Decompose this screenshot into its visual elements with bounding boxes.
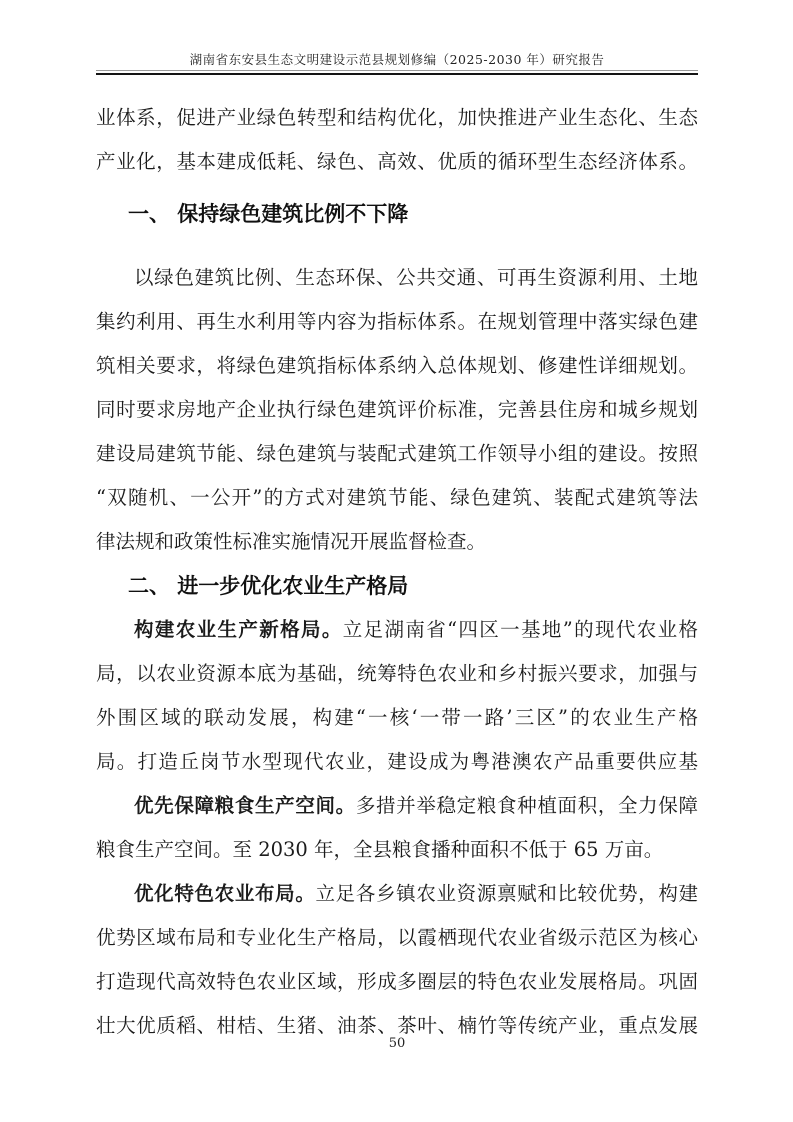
text-line [96,784,698,828]
line-text: 外围区域的联动发展，构建“一核‘一带一路’三区”的农业生产格 [96,706,698,729]
line-text: 筑相关要求，将绿色建筑指标体系纳入总体规划、修建性详细规划。 [96,354,698,377]
paragraph [96,256,698,564]
text-line [96,520,698,564]
bold-lead-text: 优先保障粮食生产空间。 [134,794,356,817]
section-heading: 二、 进一步优化农业生产格局 [128,574,409,598]
header-rule-thin [96,70,698,71]
line-text: 产业化，基本建成低耗、绿色、高效、优质的循环型生态经济体系。 [96,150,698,173]
text-line [96,872,698,916]
line-text: 立足湖南省“四区一基地”的现代农业格 [342,618,698,641]
line-text: 多措并举稳定粮食种植面积，全力保障 [355,794,698,817]
line-text: 同时要求房地产企业执行绿色建筑评价标准，完善县住房和城乡规划 [96,398,698,421]
line-text: 优势区域布局和专业化生产格局，以霞栖现代农业省级示范区为核心 [96,926,698,949]
text-line [96,696,698,740]
header-rule-thick [96,73,698,75]
line-text: 打造现代高效特色农业区域，形成多圈层的特色农业发展格局。巩固 [96,970,698,993]
text-line [96,432,698,476]
line-text: 集约利用、再生水利用等内容为指标体系。在规划管理中落实绿色建 [96,310,698,333]
line-text: 建设局建筑节能、绿色建筑与装配式建筑工作领导小组的建设。按照 [96,442,698,465]
line-text: 业体系，促进产业绿色转型和结构优化，加快推进产业生态化、生态 [96,106,698,129]
document-body [96,96,698,1048]
text-line [96,916,698,960]
text-line [96,388,698,432]
line-text: 立足各乡镇农业资源禀赋和比较优势，构建 [315,882,698,905]
text-line [96,300,698,344]
paragraph [96,784,698,872]
text-line [96,476,698,520]
text-line [96,828,698,872]
text-line [96,256,698,300]
line-text: 粮食生产空间。至 2030 年，全县粮食播种面积不低于 65 万亩。 [96,838,664,861]
line-text: 以绿色建筑比例、生态环保、公共交通、可再生资源利用、土地 [134,266,698,289]
line-text: 局，以农业资源本底为基础，统筹特色农业和乡村振兴要求，加强与 [96,662,698,685]
paragraph [96,96,698,184]
paragraph [96,608,698,784]
line-text: 律法规和政策性标准实施情况开展监督检查。 [96,530,487,553]
line-text: 局。打造丘岗节水型现代农业，建设成为粤港澳农产品重要供应基 [96,750,698,773]
text-line [96,740,698,784]
paragraph [96,872,698,1048]
bold-lead-text: 优化特色农业布局。 [134,882,316,905]
text-line [96,652,698,696]
bold-lead-text: 构建农业生产新格局。 [134,618,343,641]
line-text: “双随机、一公开”的方式对建筑节能、绿色建筑、装配式建筑等法 [96,486,698,509]
section-heading: 一、 保持绿色建筑比例不下降 [128,202,409,226]
text-line [96,960,698,1004]
text-line [96,140,698,184]
text-line [96,344,698,388]
line-text: 壮大优质稻、柑桔、生猪、油茶、茶叶、楠竹等传统产业，重点发展 [96,1014,698,1037]
page-header-title: 湖南省东安县生态文明建设示范县规划修编（2025-2030 年）研究报告 [189,52,605,67]
text-line [96,96,698,140]
text-line [96,608,698,652]
page-number: 50 [388,1036,406,1051]
